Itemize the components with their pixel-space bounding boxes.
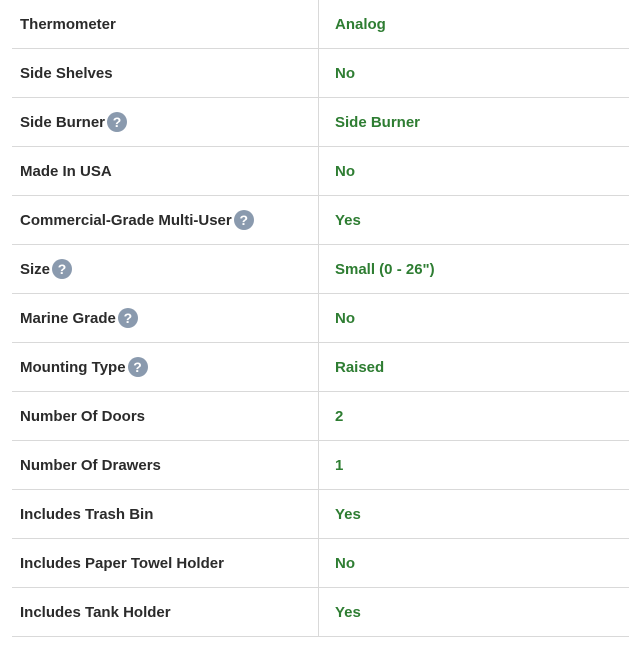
- spec-row-thermometer: [12, 0, 629, 49]
- spec-value: Yes: [335, 211, 361, 229]
- spec-value: 1: [335, 456, 344, 474]
- spec-label: Number Of Drawers: [20, 456, 161, 474]
- question-mark-icon[interactable]: ?: [118, 308, 138, 328]
- spec-value-cell: [319, 539, 629, 587]
- spec-label-cell: [12, 196, 319, 244]
- spec-value-cell: [319, 49, 629, 97]
- spec-row-includes-paper-towel-holder: [12, 539, 629, 588]
- spec-label: Includes Trash Bin: [20, 505, 154, 523]
- spec-label: Side Shelves: [20, 64, 113, 82]
- spec-value-cell: [319, 245, 629, 293]
- spec-value: No: [335, 64, 355, 82]
- spec-row-side-shelves: [12, 49, 629, 98]
- spec-value-cell: [319, 98, 629, 146]
- question-mark-icon[interactable]: ?: [128, 357, 148, 377]
- spec-value-cell: [319, 0, 629, 48]
- spec-label: Size: [20, 260, 51, 278]
- spec-value: Analog: [335, 15, 386, 33]
- spec-label: Includes Paper Towel Holder: [20, 554, 224, 572]
- spec-value: Raised: [335, 358, 385, 376]
- spec-row-size: [12, 245, 629, 294]
- spec-value: No: [335, 162, 355, 180]
- spec-value-cell: [319, 588, 629, 636]
- spec-label-cell: [12, 539, 319, 587]
- spec-label-cell: [12, 294, 319, 342]
- spec-label-cell: [12, 147, 319, 195]
- spec-label: Number Of Doors: [20, 407, 146, 425]
- spec-row-marine-grade: [12, 294, 629, 343]
- spec-row-mounting-type: [12, 343, 629, 392]
- spec-label-cell: [12, 0, 319, 48]
- spec-label: Mounting Type: [20, 358, 126, 376]
- spec-label-cell: [12, 98, 319, 146]
- spec-row-made-in-usa: [12, 147, 629, 196]
- spec-value-cell: [319, 147, 629, 195]
- question-mark-icon[interactable]: ?: [107, 112, 127, 132]
- spec-label-cell: [12, 490, 319, 538]
- spec-label: Thermometer: [20, 15, 116, 33]
- spec-value: Yes: [335, 603, 361, 621]
- spec-value: Side Burner: [335, 113, 421, 131]
- spec-label: Marine Grade: [20, 309, 116, 327]
- spec-row-side-burner: [12, 98, 629, 147]
- spec-value: Small (0 - 26"): [335, 260, 435, 278]
- spec-label: Made In USA: [20, 162, 112, 180]
- spec-label-cell: [12, 245, 319, 293]
- spec-label: Commercial-Grade Multi-User: [20, 211, 232, 229]
- spec-row-number-of-drawers: [12, 441, 629, 490]
- spec-value-cell: [319, 490, 629, 538]
- spec-label-cell: [12, 588, 319, 636]
- spec-label: Side Burner: [20, 113, 106, 131]
- spec-label: Includes Tank Holder: [20, 603, 171, 621]
- spec-label-cell: [12, 392, 319, 440]
- specifications-table: [12, 0, 629, 637]
- spec-label-cell: [12, 441, 319, 489]
- spec-label-cell: [12, 343, 319, 391]
- spec-value-cell: [319, 196, 629, 244]
- spec-value: Yes: [335, 505, 361, 523]
- spec-value-cell: [319, 343, 629, 391]
- spec-value-cell: [319, 392, 629, 440]
- spec-value-cell: [319, 294, 629, 342]
- spec-row-number-of-doors: [12, 392, 629, 441]
- spec-value: No: [335, 554, 355, 572]
- spec-value: No: [335, 309, 355, 327]
- spec-row-includes-trash-bin: [12, 490, 629, 539]
- spec-row-includes-tank-holder: [12, 588, 629, 637]
- spec-value: 2: [335, 407, 344, 425]
- question-mark-icon[interactable]: ?: [234, 210, 254, 230]
- spec-value-cell: [319, 441, 629, 489]
- spec-label-cell: [12, 49, 319, 97]
- spec-row-commercial-grade: [12, 196, 629, 245]
- question-mark-icon[interactable]: ?: [52, 259, 72, 279]
